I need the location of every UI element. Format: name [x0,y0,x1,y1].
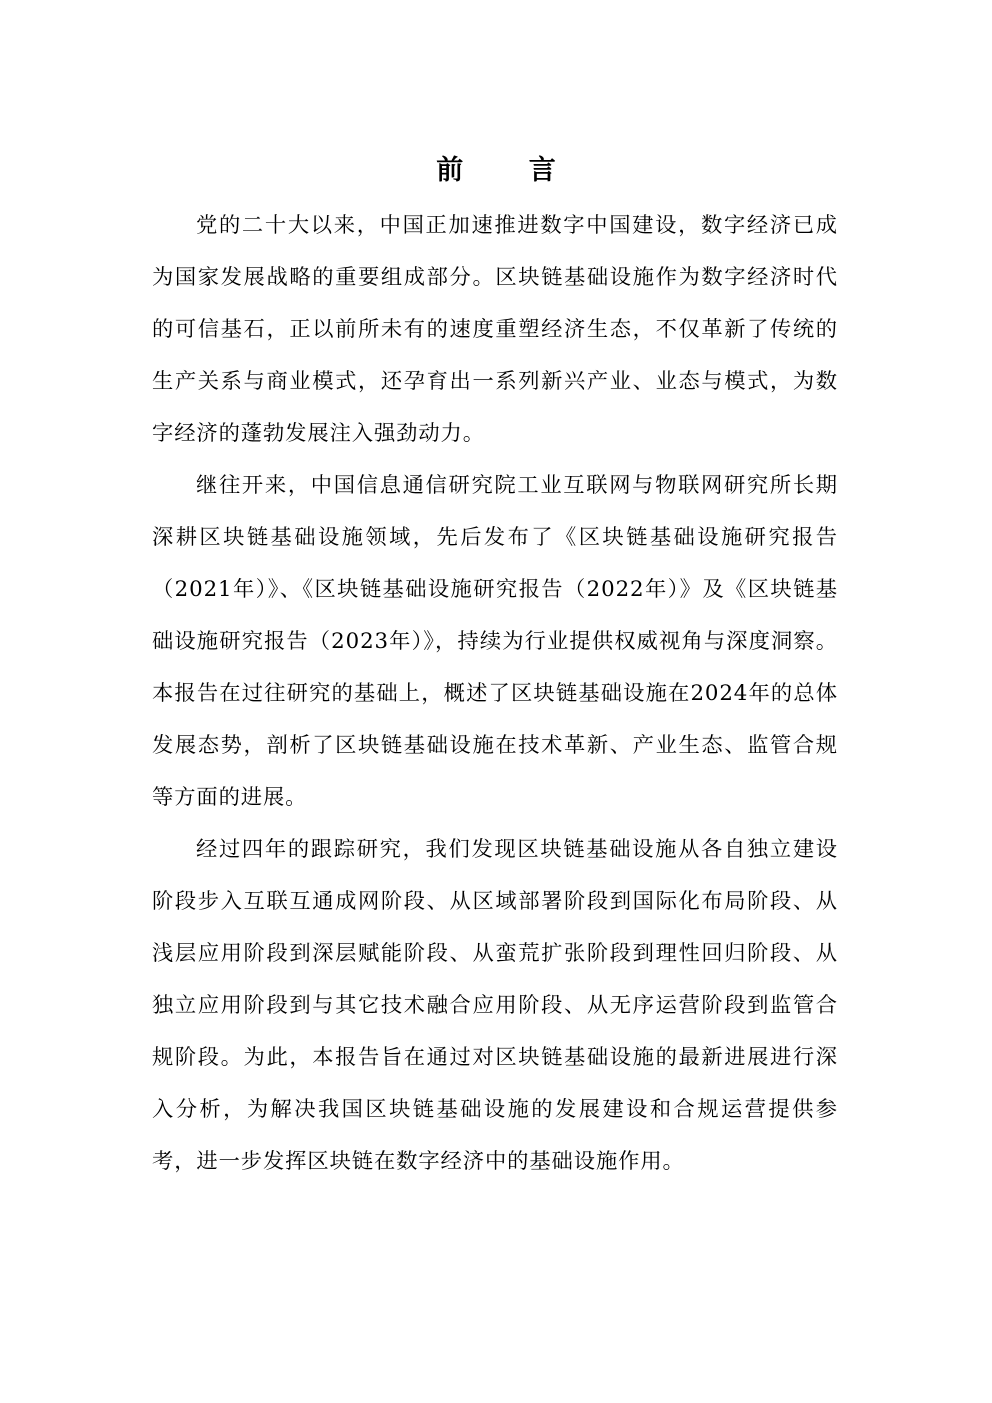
paragraph-3: 经过四年的跟踪研究，我们发现区块链基础设施从各自独立建设阶段步入互联互通成网阶段、从区域部署阶段到国际化布局阶段、从浅层应用阶段到深层赋能阶段、从蛮荒扩张阶段到理性回归阶段、从独立应用阶段到与其它技术融合应用阶段、从无序运营阶段到监管合规阶段。为此，本报告旨在通过对区块链基础设施的最新进展进行深入分析，为解决我国区块链基础设施的发展建设和合规运营提供参考，进一步发挥区块链在数字经济中的基础设施作用。 [152,837,838,1174]
preface-body [152,200,838,1188]
paragraph-1: 党的二十大以来，中国正加速推进数字中国建设，数字经济已成为国家发展战略的重要组成部分。区块链基础设施作为数字经济时代的可信基石，正以前所未有的速度重塑经济生态，不仅革新了传统的生产关系与商业模式，还孕育出一系列新兴产业、业态与模式，为数字经济的蓬勃发展注入强劲动力。 [152,213,838,446]
paragraph-2: 继往开来，中国信息通信研究院工业互联网与物联网研究所长期深耕区块链基础设施领域，先后发布了《区块链基础设施研究报告（2021年）》、《区块链基础设施研究报告（2022年）》及《区块链基础设施研究报告（2023年）》，持续为行业提供权威视角与深度洞察。本报告在过往研究的基础上，概述了区块链基础设施在2024年的总体发展态势，剖析了区块链基础设施在技术革新、产业生态、监管合规等方面的进展。 [152,473,838,810]
page-title: 前 言 [436,155,584,186]
